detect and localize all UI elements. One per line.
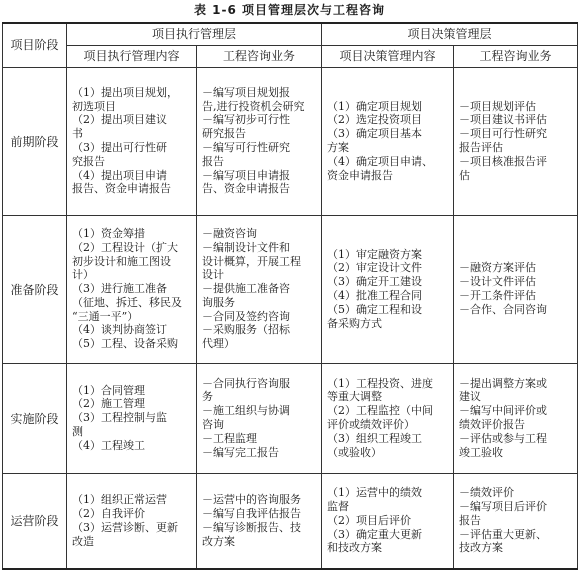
cell-line: 报告 <box>459 513 482 527</box>
cell-line: （1）组织正常运营 <box>72 493 167 507</box>
cell-line: （4）确定项目申请、 <box>327 154 434 168</box>
cell-line: 询服务 <box>202 295 235 309</box>
cell-line: －采购服务（招标 <box>202 323 290 337</box>
cell-line: （2）项目后评价 <box>327 513 412 527</box>
cell-line: （2）提出项目建议 <box>72 113 167 127</box>
cell-line: （1）审定融资方案 <box>327 247 423 261</box>
cell-line: 改造 <box>72 534 94 548</box>
exec-consult-cell <box>197 215 322 363</box>
header-exec-consult: 工程咨询业务 <box>197 45 322 67</box>
decision-content-cell <box>322 363 454 473</box>
cell-line: 和技改方案 <box>327 541 383 555</box>
cell-line: 究报告 <box>72 154 105 168</box>
cell-line: 绩效评价报告 <box>459 418 526 431</box>
cell-line: 计） <box>72 268 94 282</box>
cell-line: （4）提出项目申请 <box>72 168 167 182</box>
cell-line: 务 <box>202 390 213 404</box>
cell-line: －项目规划评估 <box>459 99 537 113</box>
header-stage: 项目阶段 <box>3 23 67 67</box>
cell-line: －项目可行性研究 <box>459 127 548 141</box>
stage-cell: 实施阶段 <box>3 363 67 473</box>
cell-line: （5）确定工程和设 <box>327 302 423 316</box>
cell-line: （或验收） <box>327 445 383 459</box>
cell-line: 等重大调整 <box>327 390 383 404</box>
cell-line: －编写诊断报告、技 <box>202 520 301 534</box>
cell-line: －合作、合同咨询 <box>459 302 548 316</box>
header-decision-content: 项目决策管理内容 <box>322 45 454 67</box>
cell-line: （5）工程、设备采购 <box>72 337 178 351</box>
header-exec-content: 项目执行管理内容 <box>67 45 197 67</box>
cell-line: 技改方案 <box>459 541 504 555</box>
header-decision-consult: 工程咨询业务 <box>454 45 578 67</box>
cell-line: 初步设计和施工图设 <box>72 254 171 268</box>
decision-content-cell <box>322 473 454 569</box>
management-consulting-table <box>2 22 578 570</box>
stage-cell: 准备阶段 <box>3 215 67 363</box>
cell-line: －编写可行性研究 <box>202 141 290 154</box>
cell-line: （3）确定重大更新 <box>327 527 423 541</box>
cell-line: （1）提出项目规划， <box>72 85 178 99</box>
table-row <box>3 215 578 363</box>
cell-line: （2）工程监控（中间 <box>327 404 434 418</box>
cell-line: －评估或参与工程 <box>459 431 548 445</box>
stage-cell: 前期阶段 <box>3 67 67 215</box>
cell-line: （2）审定设计文件 <box>327 261 423 275</box>
cell-line: 报告、资金申请报告 <box>72 182 171 196</box>
cell-line: 告,进行投资机会研究 <box>202 99 305 113</box>
cell-line: －编制设计文件和 <box>202 240 290 254</box>
cell-line: －开工条件评估 <box>459 289 537 302</box>
cell-line: （3）确定项目基本 <box>327 127 423 141</box>
cell-line: －融资方案评估 <box>459 261 537 275</box>
cell-line: （2）自我评价 <box>72 506 145 520</box>
decision-consult-cell <box>454 67 578 215</box>
header-exec-layer: 项目执行管理层 <box>67 23 322 45</box>
cell-line: －提出调整方案或 <box>459 376 548 390</box>
cell-line: －融资咨询 <box>202 226 257 240</box>
cell-line: －编写完工报告 <box>202 445 279 459</box>
cell-line: “三通一平”） <box>72 309 139 323</box>
exec-content-cell <box>67 215 197 363</box>
cell-line: 建议 <box>459 390 482 404</box>
cell-line: （2）施工管理 <box>72 397 145 411</box>
decision-consult-cell <box>454 363 578 473</box>
cell-line: －编写项目申请报 <box>202 168 290 182</box>
cell-line: （3）组织工程竣工 <box>327 431 423 445</box>
header-decision-layer: 项目决策管理层 <box>322 23 578 45</box>
cell-line: 设计 <box>202 268 224 282</box>
cell-line: 设计概算，开展工程 <box>202 254 301 268</box>
cell-line: 估 <box>459 168 471 182</box>
exec-consult-cell <box>197 363 322 473</box>
cell-line: 咨询 <box>202 418 224 431</box>
exec-content-cell <box>67 67 197 215</box>
exec-consult-cell <box>197 473 322 569</box>
cell-line: （1）资金筹措 <box>72 226 145 240</box>
cell-line: 方案 <box>327 141 350 154</box>
cell-line: 报告评估 <box>459 141 504 154</box>
cell-line: （3）运营诊断、更新 <box>72 520 178 534</box>
cell-line: 报告 <box>202 154 224 168</box>
cell-line: 书 <box>72 127 83 141</box>
cell-line: －施工组织与协调 <box>202 404 290 418</box>
cell-line: －项目建议书评估 <box>459 113 548 127</box>
cell-line: （3）进行施工准备 <box>72 282 167 296</box>
cell-line: （征地、拆迁、移民及 <box>72 295 182 309</box>
cell-line: （2）工程设计（扩大 <box>72 240 178 254</box>
cell-line: －编写项目规划报 <box>202 85 290 99</box>
cell-line: （1）工程投资、进度 <box>327 376 434 390</box>
cell-line: 测 <box>72 424 83 438</box>
cell-line: （1）运营中的绩效 <box>327 486 423 500</box>
cell-line: （2）选定投资项目 <box>327 113 423 127</box>
table-row <box>3 363 578 473</box>
cell-line: －运营中的咨询服务 <box>202 493 301 507</box>
cell-line: 告、资金申请报告 <box>202 182 290 196</box>
cell-line: －编写自我评估报告 <box>202 506 301 520</box>
exec-consult-cell <box>197 67 322 215</box>
cell-line: －编写初步可行性 <box>202 113 290 127</box>
cell-line: －评估重大更新、 <box>459 527 548 541</box>
table-caption: 表 1-6 项目管理层次与工程咨询 <box>193 3 386 17</box>
cell-line: （1）合同管理 <box>72 383 145 397</box>
decision-consult-cell <box>454 473 578 569</box>
cell-line: －设计文件评估 <box>459 275 537 289</box>
table-row <box>3 473 578 569</box>
cell-line: （4）批准工程合同 <box>327 289 423 302</box>
cell-line: 资金申请报告 <box>327 168 394 182</box>
decision-content-cell <box>322 67 454 215</box>
table-row <box>3 67 578 215</box>
cell-line: （3）确定开工建设 <box>327 275 423 289</box>
cell-line: （3）提出可行性研 <box>72 141 167 154</box>
cell-line: （4）工程竣工 <box>72 438 145 452</box>
cell-line: （1）确定项目规划 <box>327 99 423 113</box>
decision-consult-cell <box>454 215 578 363</box>
cell-line: （4）谈判协商签订 <box>72 323 167 337</box>
cell-line: －合同执行咨询服 <box>202 376 290 390</box>
cell-line: 竣工验收 <box>459 445 504 459</box>
stage-cell: 运营阶段 <box>3 473 67 569</box>
cell-line: 初选项目 <box>72 99 116 113</box>
cell-line: 代理） <box>202 337 235 351</box>
cell-line: 评价或绩效评价） <box>327 418 416 431</box>
cell-line: －工程监理 <box>202 431 257 445</box>
cell-line: －编写中间评价或 <box>459 404 548 418</box>
exec-content-cell <box>67 473 197 569</box>
cell-line: 改方案 <box>202 534 235 548</box>
cell-line: －绩效评价 <box>459 486 515 500</box>
cell-line: 监督 <box>327 500 350 514</box>
cell-line: －提供施工准备咨 <box>202 282 290 296</box>
cell-line: （3）工程控制与监 <box>72 411 167 425</box>
decision-content-cell <box>322 215 454 363</box>
cell-line: －项目核准报告评 <box>459 154 548 168</box>
cell-line: －编写项目后评价 <box>459 500 548 514</box>
cell-line: 备采购方式 <box>327 316 383 330</box>
cell-line: －合同及签约咨询 <box>202 309 290 323</box>
cell-line: 研究报告 <box>202 127 246 141</box>
exec-content-cell <box>67 363 197 473</box>
